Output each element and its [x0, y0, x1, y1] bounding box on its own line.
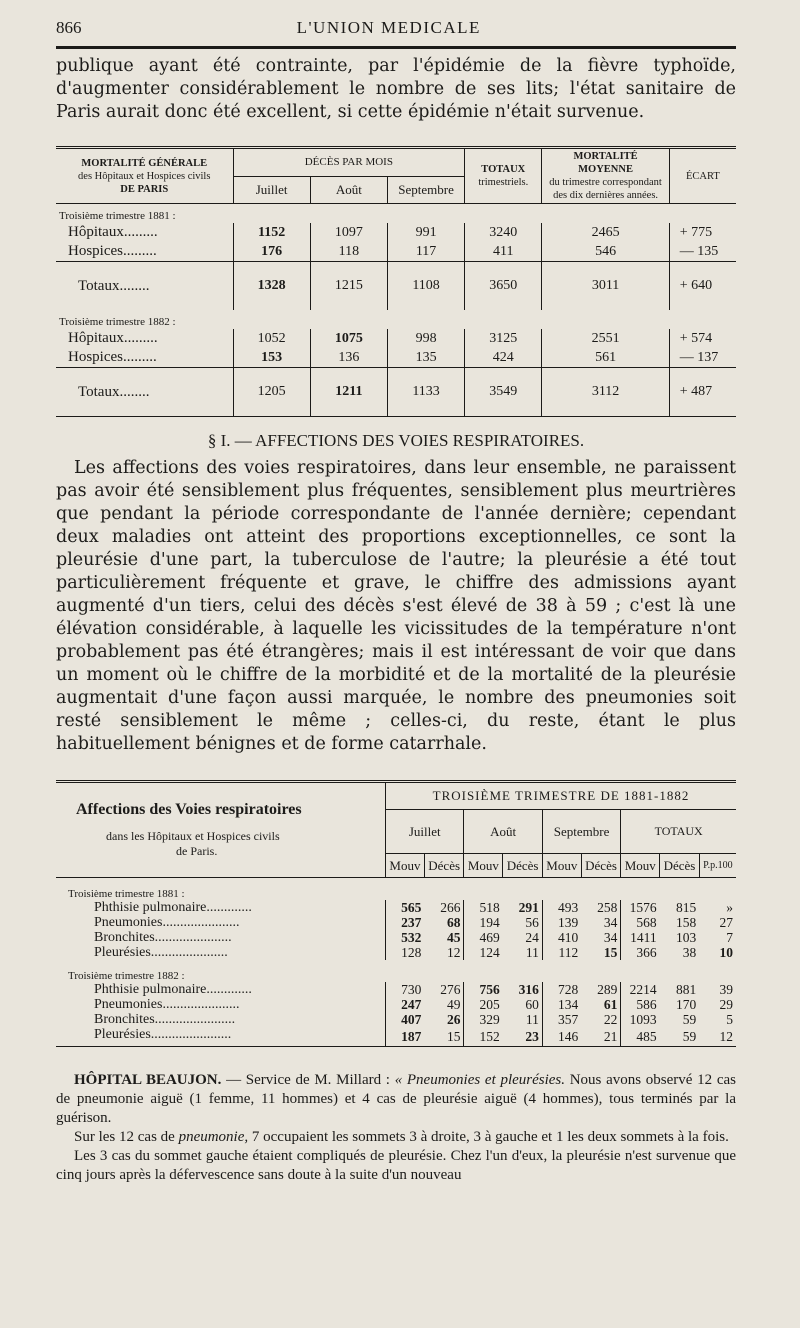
t2-section-1881: Troisième trimestre 1881 :	[68, 888, 185, 900]
t1-total-row: Totaux........ 1328 1215 1108 3650 3011 + 640	[56, 262, 736, 311]
t1-section-1881: Troisième trimestre 1881 :	[59, 210, 176, 222]
t2-group-aout: Août	[464, 810, 542, 854]
intro-paragraph: publique ayant été contrainte, par l'épidémie de la fièvre typhoïde, d'augmenter considérablement le nombre de ses lits; l'état sanitaire de Paris aurait donc été excellent, si cette épidémie n'était survenue.	[56, 56, 736, 122]
t2-sub: Mouv	[621, 854, 660, 878]
footer-paragraph-2: Sur les 12 cas de pneumonie, 7 occupaient les sommets 3 à droite, 3 à gauche et 1 les deux sommets à la fois.	[74, 1129, 729, 1145]
t1-month-septembre: Septembre	[387, 176, 464, 203]
t2-row: Bronchites...................... 532 45 469 24 410 34 1411 103 7	[56, 930, 736, 945]
t2-group-septembre: Septembre	[542, 810, 620, 854]
t1-header-totaux: TOTAUX trimestriels.	[465, 148, 542, 204]
t1-header-mortalite: MORTALITÉ GÉNÉRALE des Hôpitaux et Hospices civils DE PARIS	[56, 148, 233, 204]
t2-row: Pleurésies...................... 128 12 124 11 112 15 366 38 10	[56, 945, 736, 960]
t1-header-ecart: ÉCART	[685, 170, 720, 182]
t1-month-aout: Août	[310, 176, 387, 203]
t2-period-header: TROISIÈME TRIMESTRE DE 1881-1882	[386, 782, 737, 810]
t2-row: Phthisie pulmonaire............. 730 276 756 316 728 289 2214 881 39	[56, 982, 736, 997]
t2-row: Pneumonies...................... 247 49 205 60 134 61 586 170 29	[56, 997, 736, 1012]
t2-row: Pneumonies...................... 237 68 194 56 139 34 568 158 27	[56, 915, 736, 930]
t1-row: Hôpitaux......... 1152 1097 991 3240 2465 + 775	[56, 223, 736, 242]
t1-total-row: Totaux........ 1205 1211 1133 3549 3112 + 487	[56, 368, 736, 417]
running-header	[56, 18, 736, 38]
footer-block	[56, 1071, 736, 1185]
t2-row: Pleurésies....................... 187 15 152 23 146 21 485 59 12	[56, 1027, 736, 1047]
t2-row: Bronchites....................... 407 26 329 11 357 22 1093 59 5	[56, 1012, 736, 1027]
t2-sub: Décès	[581, 854, 621, 878]
t1-month-juillet: Juillet	[233, 176, 310, 203]
header-rule	[56, 46, 736, 49]
t2-sub: Mouv	[464, 854, 503, 878]
t2-sub: Mouv	[386, 854, 425, 878]
t2-section-1882: Troisième trimestre 1882 :	[68, 970, 185, 982]
footer-paragraph-1: HÔPITAL BEAUJON. — Service de M. Millard : « Pneumonies et pleurésies. Nous avons observé 12 cas de pneumonie aiguë (1 femme, 11 hommes) et 4 cas de pleurésie aiguë (4 hommes), tous terminés par la guérison.	[56, 1072, 736, 1126]
t2-group-totaux: TOTAUX	[654, 824, 703, 838]
respiratory-table	[56, 780, 736, 1047]
section-heading: § I. — AFFECTIONS DES VOIES RESPIRATOIRES.	[207, 431, 585, 450]
t1-header-moyenne: MORTALITÉ MOYENNE du trimestre correspondant des dix dernières années.	[542, 148, 669, 204]
mortality-table	[56, 146, 736, 417]
t1-row: Hospices......... 153 136 135 424 561 — 137	[56, 348, 736, 368]
t2-sub: Mouv	[542, 854, 581, 878]
t2-sub: Décès	[660, 854, 700, 878]
t1-header-deces: DÉCÈS PAR MOIS	[233, 148, 465, 177]
footer-paragraph-3: Les 3 cas du sommet gauche étaient compliqués de pleurésie. Chez l'un d'eux, la pleurésie n'est survenue que cinq jours après la défervescence sans doute à la suite d'un nouveau	[56, 1148, 736, 1183]
t2-sub: P.p.100	[703, 860, 733, 871]
t2-group-juillet: Juillet	[386, 810, 464, 854]
journal-title: L'UNION MEDICALE	[296, 18, 481, 37]
t1-row: Hôpitaux......... 1052 1075 998 3125 2551 + 574	[56, 329, 736, 348]
t1-section-1882: Troisième trimestre 1882 :	[59, 316, 176, 328]
main-paragraph: Les affections des voies respiratoires, dans leur ensemble, ne paraissent pas avoir été sensiblement plus fréquentes, sensiblement plus meurtrières que pendant la période correspondante de l'année dernière; cependant deux maladies ont atteint des proportions exceptionnelles, ce sont la pleurésie d'une part, la tuberculose de l'autre; la pleurésie a été tout particulièrement fréquente et grave, le chiffre des admissions ayant augmenté d'un tiers, celui des décès s'est élevé de 38 à 59 ; c'est là une élévation considérable, à laquelle les vicissitudes de la température n'ont probablement pas été étrangères; mais il est intéressant de voir que dans un moment où le chiffre de la morbidité et de la mortalité de la pleurésie augmentait d'une façon aussi marquée, le nombre des pneumonies soit resté sensiblement le même ; celles-ci, du reste, étant le plus habituellement bénignes et de forme catarrhale.	[56, 458, 736, 754]
t2-row: Phthisie pulmonaire............. 565 266 518 291 493 258 1576 815 »	[56, 900, 736, 915]
t2-title: Affections des Voies respiratoires dans les Hôpitaux et Hospices civils de Paris.	[56, 782, 386, 878]
page-number: 866	[56, 18, 82, 37]
t2-sub: Décès	[503, 854, 543, 878]
document-page	[56, 18, 736, 1185]
t1-row: Hospices......... 176 118 117 411 546 — 135	[56, 242, 736, 262]
t2-sub: Décès	[424, 854, 464, 878]
